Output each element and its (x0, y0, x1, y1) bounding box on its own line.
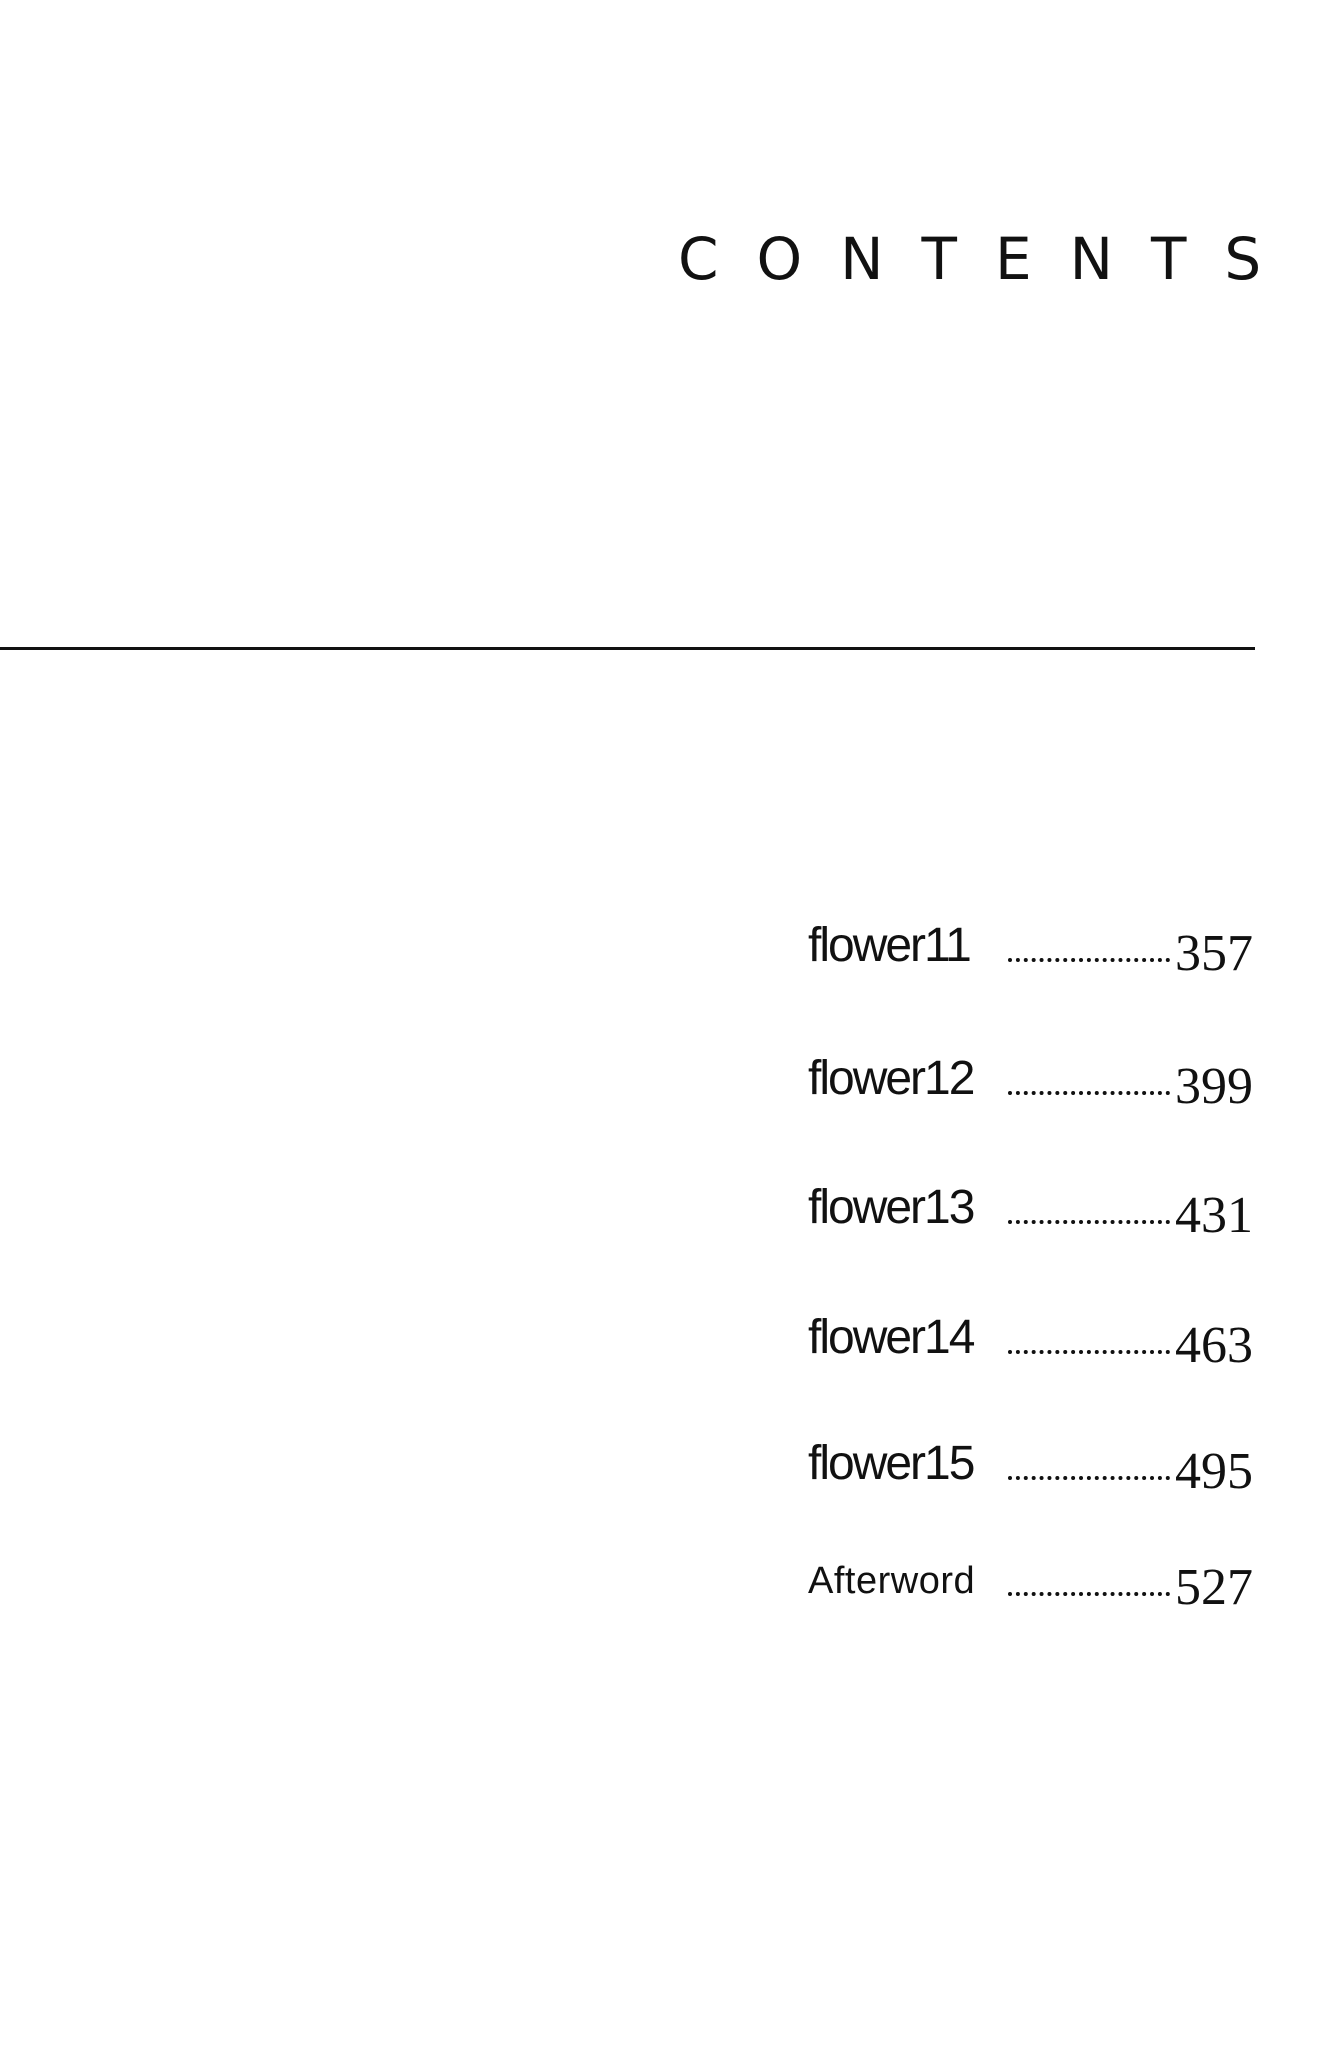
toc-entry-label: flower13 (808, 1181, 974, 1234)
toc-entry-page: 527 (1175, 1559, 1253, 1616)
toc-entry-flower11 (808, 900, 1258, 980)
toc-entry-label: flower15 (808, 1437, 974, 1490)
dot-leader (1008, 1091, 1170, 1095)
toc-entry-page: 399 (1175, 1058, 1253, 1115)
dot-leader (1008, 958, 1170, 962)
toc-entry-page: 357 (1175, 925, 1253, 982)
toc-entry-flower15 (808, 1418, 1258, 1498)
toc-entry-flower13 (808, 1162, 1258, 1242)
dot-leader (1008, 1476, 1170, 1480)
toc-entry-label: Afterword (808, 1560, 976, 1602)
toc-entry-flower12 (808, 1033, 1258, 1113)
toc-entry-label: flower11 (808, 919, 970, 972)
dot-leader (1008, 1592, 1170, 1596)
toc-entry-page: 463 (1175, 1317, 1253, 1374)
toc-entry-label: flower14 (808, 1311, 974, 1364)
toc-entry-page: 431 (1175, 1187, 1253, 1244)
dot-leader (1008, 1350, 1170, 1354)
dot-leader (1008, 1220, 1170, 1224)
toc-entry-afterword (808, 1534, 1258, 1614)
page-title: CONTENTS (678, 225, 1300, 293)
toc-entry-flower14 (808, 1292, 1258, 1372)
toc-entry-page: 495 (1175, 1443, 1253, 1500)
horizontal-rule (0, 647, 1255, 650)
toc-entry-label: flower12 (808, 1052, 974, 1105)
